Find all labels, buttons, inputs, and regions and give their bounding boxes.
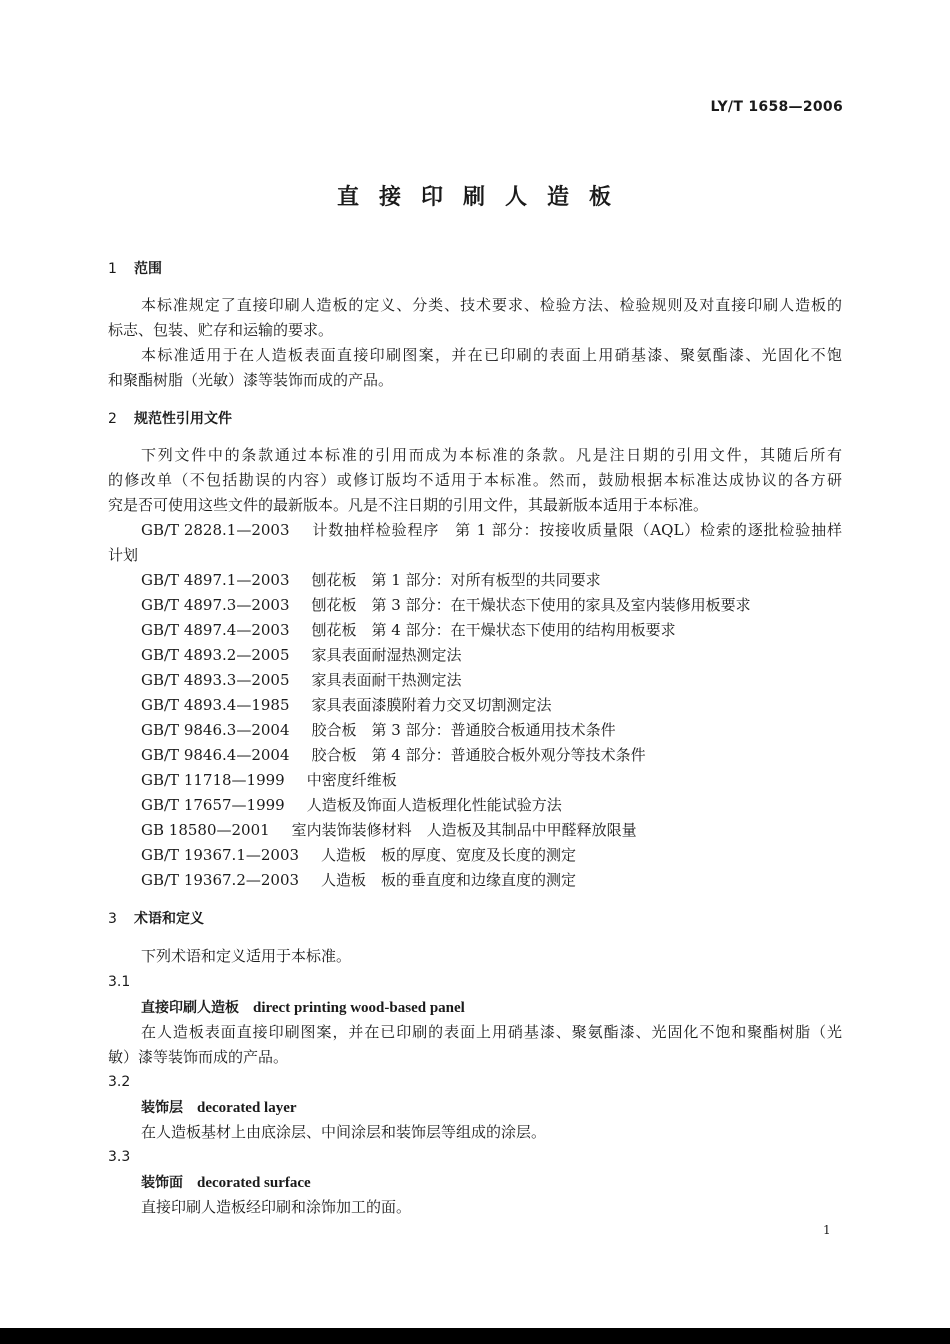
section-title: 术语和定义	[134, 911, 204, 927]
reference-item	[141, 670, 462, 690]
paragraph-line: 究是否可使用这些文件的最新版本。凡是不注日期的引用文件，其最新版本适用于本标准。	[108, 496, 709, 514]
reference-item	[141, 770, 397, 790]
reference-title: 人造板 板的厚度、宽度及长度的测定	[321, 846, 577, 864]
reference-item	[141, 695, 552, 715]
reference-item	[141, 570, 601, 590]
reference-title: 室内装饰装修材料 人造板及其制品中甲醛释放限量	[291, 821, 637, 839]
reference-title: 刨花板 第 1 部分：对所有板型的共同要求	[311, 571, 601, 589]
reference-code: GB/T 2828.1—2003	[141, 521, 290, 539]
document-title: 直接印刷人造板	[336, 185, 631, 210]
section-3-heading	[108, 909, 204, 929]
term-heading	[141, 1097, 297, 1118]
paragraph-line: 本标准适用于在人造板表面直接印刷图案，并在已印刷的表面上用硝基漆、聚氨酯漆、光固化不饱	[141, 346, 842, 364]
reference-item	[141, 845, 576, 865]
section-2-heading	[108, 409, 232, 429]
term-chinese: 装饰层	[141, 1100, 183, 1116]
reference-item	[141, 645, 462, 665]
paragraph-line: 标志、包装、贮存和运输的要求。	[108, 321, 334, 339]
paragraph-line: 下列文件中的条款通过本标准的引用而成为本标准的条款。凡是注日期的引用文件，其随后所有	[141, 446, 842, 464]
reference-title: 胶合板 第 4 部分：普通胶合板外观分等技术条件	[311, 746, 646, 764]
reference-item	[141, 870, 576, 890]
page-number: 1	[823, 1223, 831, 1237]
reference-item	[141, 795, 562, 815]
reference-code: GB/T 17657—1999	[141, 796, 285, 814]
standard-number: LY/T 1658—2006	[710, 99, 843, 115]
section-title: 范围	[134, 261, 162, 277]
reference-item	[141, 595, 751, 615]
reference-item	[141, 720, 616, 740]
reference-title: 家具表面耐湿热测定法	[311, 646, 462, 664]
section-title: 规范性引用文件	[134, 411, 232, 427]
bottom-border	[0, 1328, 950, 1344]
section-number: 2	[108, 411, 117, 427]
definition-line: 在人造板基材上由底涂层、中间涂层和装饰层等组成的涂层。	[141, 1123, 547, 1141]
term-english: direct printing wood-based panel	[253, 1000, 465, 1016]
term-heading	[141, 1172, 311, 1193]
term-chinese: 直接印刷人造板	[141, 1000, 239, 1016]
section-1-heading	[108, 259, 162, 279]
section-number: 1	[108, 261, 117, 277]
reference-title: 家具表面漆膜附着力交叉切割测定法	[311, 696, 552, 714]
reference-code: GB/T 19367.2—2003	[141, 871, 300, 889]
term-english: decorated layer	[197, 1100, 297, 1116]
reference-code: GB/T 9846.4—2004	[141, 746, 290, 764]
paragraph-line: 下列术语和定义适用于本标准。	[141, 947, 352, 965]
definition-line: 敏）漆等装饰而成的产品。	[108, 1048, 289, 1066]
reference-code: GB/T 4893.4—1985	[141, 696, 290, 714]
reference-title: 中密度纤维板	[306, 771, 397, 789]
reference-title: 刨花板 第 4 部分：在干燥状态下使用的结构用板要求	[311, 621, 676, 639]
clause-number: 3.2	[108, 1074, 131, 1090]
reference-continuation: 计划	[108, 546, 139, 564]
reference-item	[141, 520, 842, 540]
term-chinese: 装饰面	[141, 1175, 183, 1191]
reference-item	[141, 620, 676, 640]
reference-item	[141, 745, 646, 765]
definition-line: 在人造板表面直接印刷图案，并在已印刷的表面上用硝基漆、聚氨酯漆、光固化不饱和聚酯树脂（光	[141, 1023, 842, 1041]
reference-code: GB/T 4897.3—2003	[141, 596, 290, 614]
clause-number: 3.1	[108, 974, 131, 990]
term-english: decorated surface	[197, 1175, 311, 1191]
reference-code: GB/T 4893.3—2005	[141, 671, 290, 689]
reference-code: GB/T 19367.1—2003	[141, 846, 300, 864]
reference-code: GB 18580—2001	[141, 821, 270, 839]
reference-title: 人造板 板的垂直度和边缘直度的测定	[321, 871, 577, 889]
paragraph-line: 和聚酯树脂（光敏）漆等装饰而成的产品。	[108, 371, 394, 389]
paragraph-line: 本标准规定了直接印刷人造板的定义、分类、技术要求、检验方法、检验规则及对直接印刷人造板的	[141, 296, 842, 314]
term-heading	[141, 997, 465, 1018]
reference-code: GB/T 9846.3—2004	[141, 721, 290, 739]
section-number: 3	[108, 911, 117, 927]
reference-title: 计数抽样检验程序 第 1 部分：按接收质量限（AQL）检索的逐批检验抽样	[311, 521, 842, 539]
reference-title: 刨花板 第 3 部分：在干燥状态下使用的家具及室内装修用板要求	[311, 596, 751, 614]
paragraph-line: 的修改单（不包括勘误的内容）或修订版均不适用于本标准。然而，鼓励根据本标准达成协议的各方研	[108, 471, 842, 489]
clause-number: 3.3	[108, 1149, 131, 1165]
reference-item	[141, 820, 637, 840]
reference-title: 胶合板 第 3 部分：普通胶合板通用技术条件	[311, 721, 616, 739]
definition-line: 直接印刷人造板经印刷和涂饰加工的面。	[141, 1198, 412, 1216]
reference-code: GB/T 4893.2—2005	[141, 646, 290, 664]
reference-code: GB/T 11718—1999	[141, 771, 285, 789]
reference-title: 人造板及饰面人造板理化性能试验方法	[306, 796, 562, 814]
reference-code: GB/T 4897.4—2003	[141, 621, 290, 639]
reference-code: GB/T 4897.1—2003	[141, 571, 290, 589]
reference-title: 家具表面耐干热测定法	[311, 671, 462, 689]
